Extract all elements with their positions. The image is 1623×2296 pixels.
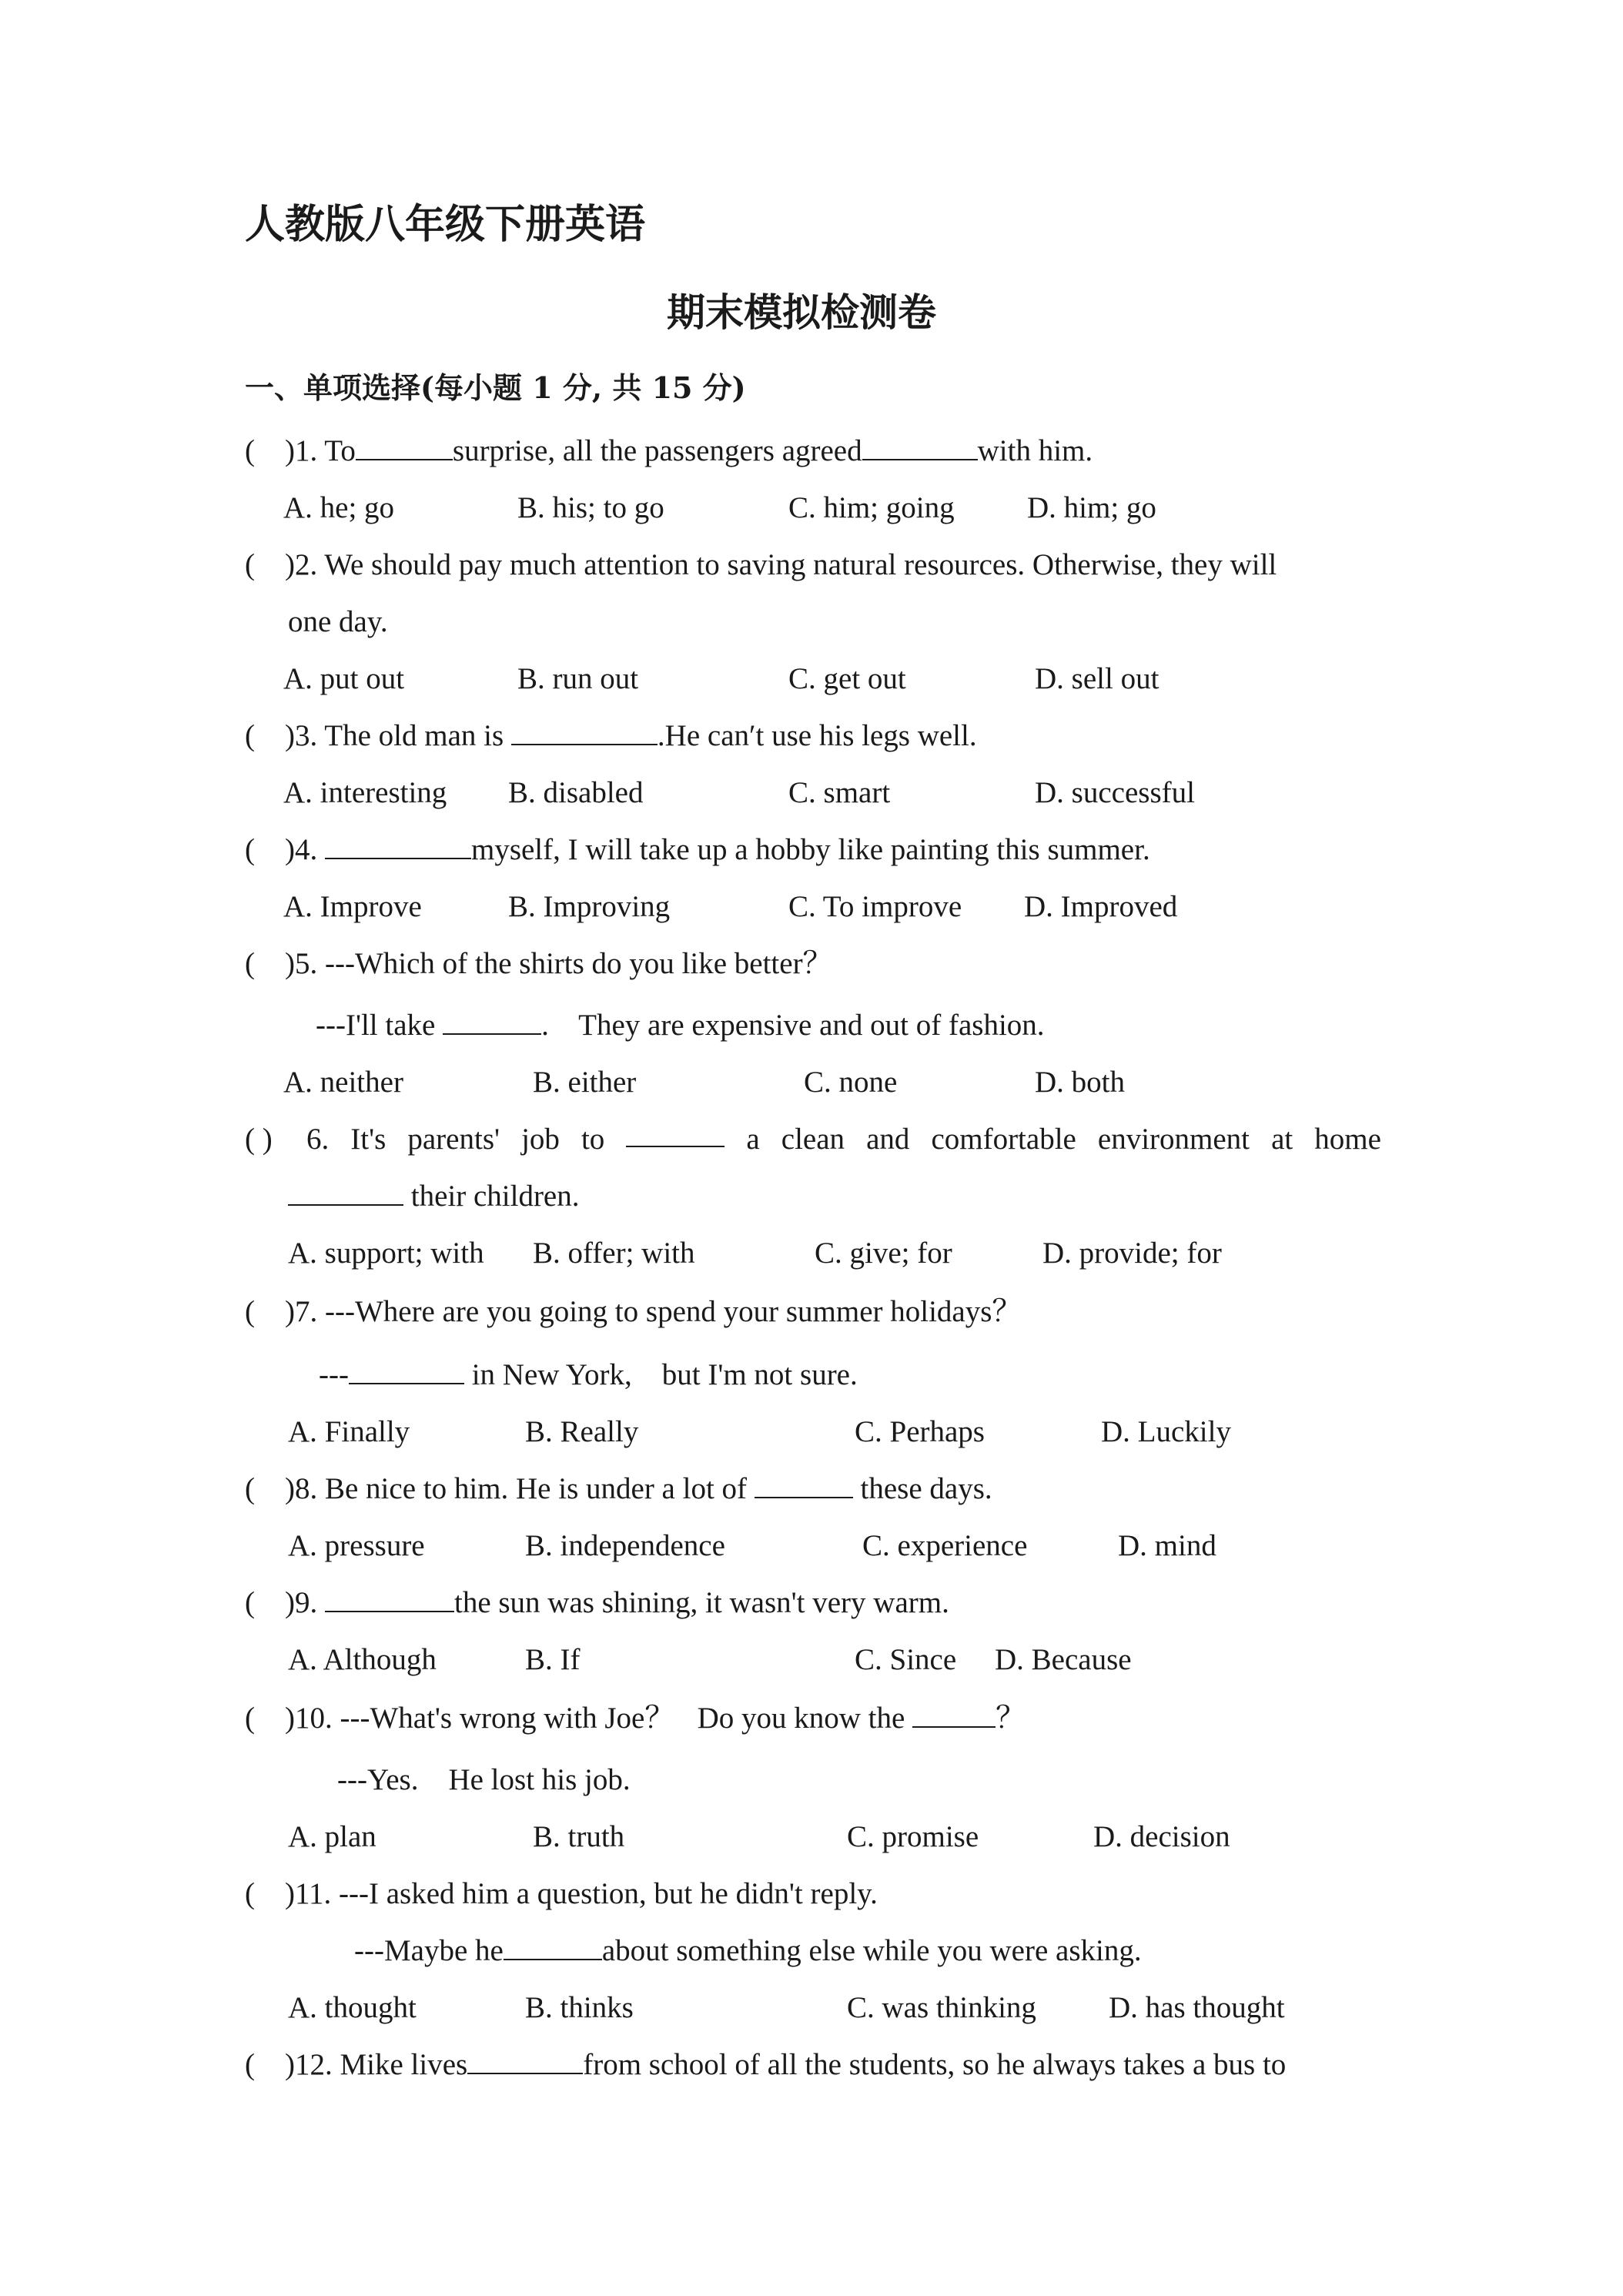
option-b: B. his; to go bbox=[517, 491, 664, 524]
option-b: B. offer; with bbox=[533, 1237, 695, 1270]
option-b: B. run out bbox=[517, 662, 639, 695]
answer-blank bbox=[511, 719, 658, 745]
option-c: C. promise bbox=[847, 1820, 979, 1853]
option-b: B. disabled bbox=[508, 776, 644, 809]
question-4: ( )4. myself, I will take up a hobby like painting this summer. bbox=[245, 833, 1150, 866]
answer-paren[interactable]: ( ) bbox=[245, 434, 295, 467]
question-11: ( )11. ---I asked him a question, but he didn't reply. bbox=[245, 1877, 878, 1910]
question-11-reply: ---Maybe he about something else while you were asking. bbox=[354, 1934, 1142, 1967]
section-heading: 一、单项选择(每小题 1 分, 共 15 分) bbox=[245, 370, 746, 405]
answer-paren[interactable]: ( ) bbox=[245, 719, 295, 752]
answer-blank bbox=[443, 1009, 541, 1035]
option-c: C. smart bbox=[788, 776, 891, 809]
answer-paren[interactable]: ( ) bbox=[245, 2048, 295, 2081]
option-a: A. plan bbox=[288, 1820, 376, 1853]
answer-paren[interactable]: ( ) bbox=[245, 1877, 295, 1910]
option-d: D. Improved bbox=[1024, 890, 1178, 923]
answer-paren[interactable]: ( ) bbox=[245, 1295, 295, 1328]
answer-paren[interactable]: ( ) bbox=[245, 833, 295, 866]
option-a: A. support; with bbox=[288, 1237, 484, 1270]
answer-blank bbox=[288, 1180, 403, 1206]
answer-blank bbox=[467, 2048, 583, 2074]
answer-blank bbox=[755, 1472, 853, 1498]
option-c: C. none bbox=[804, 1066, 898, 1099]
option-a: A. he; go bbox=[283, 491, 395, 524]
answer-blank bbox=[912, 1702, 996, 1728]
option-a: A. Although bbox=[288, 1643, 437, 1676]
option-b: B. truth bbox=[533, 1820, 625, 1853]
question-1: ( )1. To surprise, all the passengers agreed with him. bbox=[245, 434, 1093, 467]
option-a: A. interesting bbox=[283, 776, 447, 809]
option-d: D. him; go bbox=[1027, 491, 1156, 524]
option-a: A. neither bbox=[283, 1066, 403, 1099]
question-10-reply: ---Yes. He lost his job. bbox=[337, 1763, 631, 1796]
exam-subtitle: 期末模拟检测卷 bbox=[667, 290, 936, 335]
answer-paren[interactable]: ( ) bbox=[245, 1702, 295, 1735]
question-8: ( )8. Be nice to him. He is under a lot of these days. bbox=[245, 1472, 992, 1505]
question-7: ( )7. ---Where are you going to spend your summer holidays？ bbox=[245, 1295, 1022, 1328]
question-2: ( )2. We should pay much attention to saving natural resources. Otherwise, they will bbox=[245, 548, 1277, 581]
option-a: A. put out bbox=[283, 662, 405, 695]
option-a: A. pressure bbox=[288, 1529, 425, 1562]
option-d: D. mind bbox=[1118, 1529, 1216, 1562]
option-d: D. Luckily bbox=[1101, 1415, 1231, 1448]
answer-blank bbox=[862, 434, 978, 460]
option-c: C. get out bbox=[788, 662, 906, 695]
option-b: B. If bbox=[525, 1643, 581, 1676]
question-3: ( )3. The old man is .He can′t use his legs well. bbox=[245, 719, 977, 752]
option-c: C. give; for bbox=[815, 1237, 952, 1270]
option-d: D. decision bbox=[1093, 1820, 1230, 1853]
question-2-cont: one day. bbox=[288, 605, 388, 638]
document-title: 人教版八年级下册英语 bbox=[245, 201, 646, 248]
question-7-reply: --- in New York, but I'm not sure. bbox=[319, 1358, 858, 1391]
option-c: C. Since bbox=[855, 1643, 957, 1676]
answer-paren[interactable]: ( ) bbox=[245, 947, 295, 980]
option-c: C. experience bbox=[862, 1529, 1028, 1562]
question-12: ( )12. Mike lives from school of all the students, so he always takes a bus to bbox=[245, 2048, 1287, 2081]
answer-blank bbox=[356, 434, 453, 460]
option-b: B. either bbox=[533, 1066, 637, 1099]
option-a: A. Improve bbox=[283, 890, 422, 923]
option-b: B. thinks bbox=[525, 1991, 634, 2024]
answer-blank bbox=[325, 1586, 454, 1612]
option-c: C. him; going bbox=[788, 491, 955, 524]
question-6: 6. It's parents' job to a clean and comfortable environment at home bbox=[306, 1123, 1381, 1156]
answer-paren[interactable]: ( ) bbox=[245, 1123, 273, 1156]
answer-blank bbox=[626, 1121, 724, 1147]
answer-blank bbox=[349, 1358, 464, 1384]
question-5: ( )5. ---Which of the shirts do you like better？ bbox=[245, 947, 833, 980]
question-5-reply: ---I'll take . They are expensive and out of fashion. bbox=[316, 1009, 1045, 1042]
answer-paren[interactable]: ( ) bbox=[245, 1586, 295, 1619]
option-d: D. Because bbox=[995, 1643, 1132, 1676]
answer-paren[interactable]: ( ) bbox=[245, 548, 295, 581]
option-c: C. Perhaps bbox=[855, 1415, 985, 1448]
option-a: A. Finally bbox=[288, 1415, 410, 1448]
answer-blank bbox=[325, 833, 471, 859]
answer-paren[interactable]: ( ) bbox=[245, 1472, 295, 1505]
option-b: B. Improving bbox=[508, 890, 671, 923]
option-d: D. sell out bbox=[1035, 662, 1160, 695]
option-c: C. To improve bbox=[788, 890, 962, 923]
option-d: D. both bbox=[1035, 1066, 1125, 1099]
question-6-cont: their children. bbox=[288, 1178, 580, 1215]
answer-blank bbox=[504, 1934, 602, 1960]
option-a: A. thought bbox=[288, 1991, 417, 2024]
option-d: D. successful bbox=[1035, 776, 1195, 809]
option-b: B. Really bbox=[525, 1415, 639, 1448]
option-b: B. independence bbox=[525, 1529, 725, 1562]
option-d: D. provide; for bbox=[1042, 1237, 1222, 1270]
option-c: C. was thinking bbox=[847, 1991, 1036, 2024]
question-10: ( )10. ---What's wrong with Joe？ Do you know the ？ bbox=[245, 1702, 1026, 1735]
question-9: ( )9. the sun was shining, it wasn't very warm. bbox=[245, 1586, 949, 1619]
option-d: D. has thought bbox=[1109, 1991, 1285, 2024]
